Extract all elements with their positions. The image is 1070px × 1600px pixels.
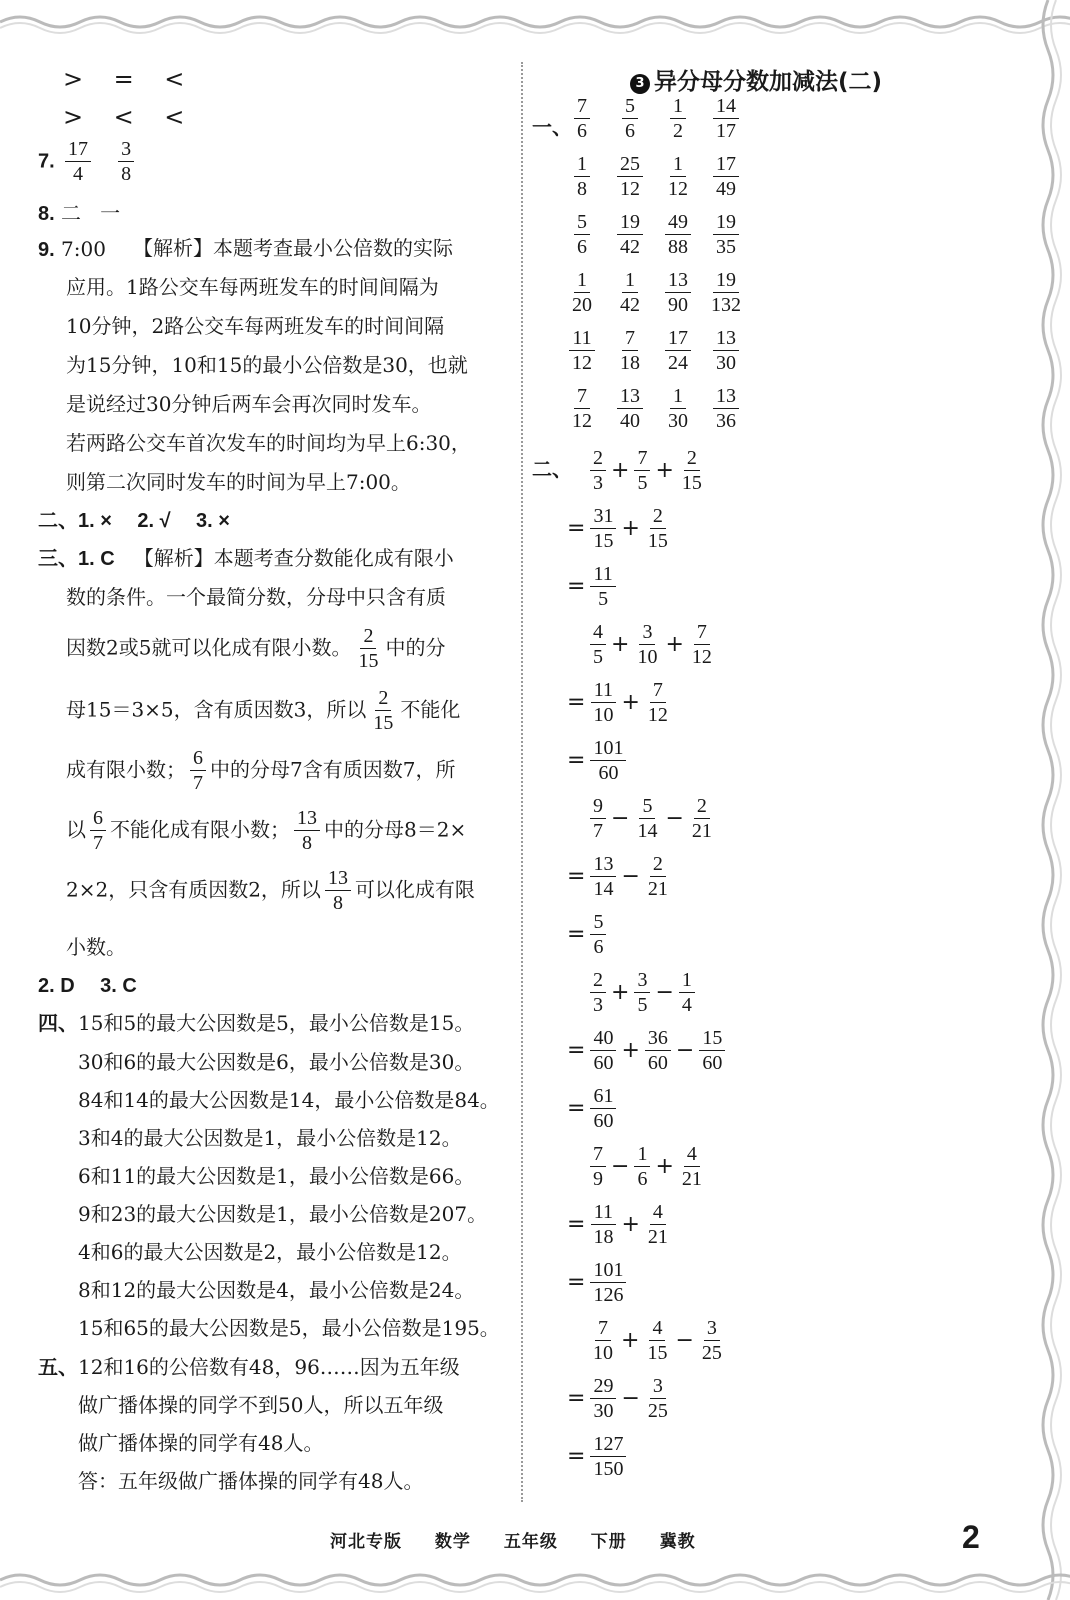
fraction: $\frac{13}{30}$ — [704, 327, 748, 375]
compare-symbol: > — [63, 103, 84, 131]
section-4-line-4: 3和4的最大公因数是1，最小公倍数是12。 — [78, 1126, 462, 1150]
equals-sign: = — [567, 921, 586, 947]
sec3-explain-8: 小数。 — [66, 935, 126, 959]
fraction: $\frac{6}{7}$ — [90, 807, 106, 855]
compare-symbol: < — [113, 103, 134, 131]
fraction: $\frac{1}{4}$ — [679, 969, 695, 1017]
fraction: $\frac{11}{5}$ — [590, 563, 615, 611]
fraction: $\frac{7}{12}$ — [572, 385, 592, 433]
section-3-q23 — [38, 975, 137, 996]
fraction: $\frac{1}{20}$ — [572, 269, 592, 317]
fraction: $\frac{25}{12}$ — [608, 153, 652, 201]
calc-step — [566, 679, 675, 727]
fraction: $\frac{2}{15}$ — [681, 447, 702, 495]
calc-step — [566, 911, 610, 959]
q9-explain-1: 【解析】本题考查最小公倍数的实际 — [133, 236, 453, 260]
answer-item: 2. D — [38, 975, 75, 997]
operator: − — [611, 805, 630, 831]
compare-row-2 — [63, 105, 184, 129]
equals-sign: = — [567, 515, 586, 541]
calc-step — [586, 969, 699, 1017]
calc-step — [566, 1201, 675, 1249]
grid-row — [558, 385, 750, 433]
fraction: $\frac{4}{21}$ — [647, 1201, 668, 1249]
operator: + — [611, 979, 630, 1005]
q9-explain-7: 则第二次同时发车的时间为早上7:00。 — [66, 470, 411, 494]
equals-sign: = — [567, 573, 586, 599]
operator: − — [665, 805, 684, 831]
q9-explain-2: 应用。1路公交车每两班发车的时间间隔为 — [66, 275, 439, 299]
grid-row — [558, 211, 750, 259]
equals-sign: = — [567, 747, 586, 773]
column-divider — [521, 62, 523, 1502]
operator: − — [675, 1327, 694, 1353]
fraction: $\frac{1}{42}$ — [620, 269, 640, 317]
page-number: 2 — [962, 1519, 980, 1555]
fraction: $\frac{5}{14}$ — [637, 795, 658, 843]
fraction: $\frac{31}{15}$ — [590, 505, 616, 553]
fraction: $\frac{5}{6}$ — [590, 911, 606, 959]
section-4-line-3: 84和14的最大公因数是14，最小公倍数是84。 — [78, 1088, 500, 1112]
fraction: $\frac{7}{9}$ — [590, 1143, 606, 1191]
fraction: $\frac{11}{10}$ — [590, 679, 616, 727]
compare-symbol: < — [164, 103, 185, 131]
fraction: $\frac{2}{15}$ — [647, 505, 668, 553]
calc-step — [566, 737, 630, 785]
fraction: $\frac{101}{126}$ — [590, 1259, 626, 1307]
fraction: $\frac{15}{60}$ — [699, 1027, 725, 1075]
right-border-decoration — [1010, 0, 1070, 1600]
q9-explain-6: 若两路公交车首次发车的时间均为早上6:30， — [66, 431, 471, 455]
section-4-line-1: 四、15和5的最大公因数是5，最小公倍数是15。 — [38, 1011, 475, 1035]
fraction: $\frac{7}{12}$ — [647, 679, 668, 727]
fraction: $\frac{2}{15}$ — [373, 687, 394, 735]
fraction: $\frac{4}{5}$ — [590, 621, 606, 669]
answer-text: 二 一 — [61, 201, 121, 225]
fraction: $\frac{7}{12}$ — [691, 621, 712, 669]
fraction: $\frac{3}{25}$ — [701, 1317, 722, 1365]
equals-sign: = — [567, 1211, 586, 1237]
fraction: $\frac{2}{21}$ — [691, 795, 712, 843]
fraction: $\frac{17}{24}$ — [656, 327, 700, 375]
section-4-line-9: 15和65的最大公因数是5，最小公倍数是195。 — [78, 1316, 500, 1340]
answer-item: 2. √ — [137, 510, 171, 532]
fraction: $\frac{7}{18}$ — [620, 327, 640, 375]
operator: + — [621, 1037, 640, 1063]
fraction: $\frac{1}{8}$ — [560, 153, 604, 201]
grid-row — [558, 327, 750, 375]
question-7 — [38, 138, 138, 186]
section-4-line-7: 4和6的最大公因数是2，最小公倍数是12。 — [78, 1240, 462, 1264]
fraction: $\frac{3}{5}$ — [634, 969, 650, 1017]
equals-sign: = — [567, 863, 586, 889]
fraction: $\frac{49}{88}$ — [656, 211, 700, 259]
fraction: $\frac{6}{7}$ — [190, 747, 206, 795]
footer-info — [330, 1527, 722, 1552]
fraction: $\frac{17}{4}$ — [65, 138, 91, 186]
fraction: $\frac{3}{25}$ — [647, 1375, 668, 1423]
section-5-line-1: 五、12和16的公倍数有48，96……因为五年级 — [38, 1355, 460, 1379]
calc-step — [566, 505, 675, 553]
operator: − — [621, 863, 640, 889]
section-label: 五、 — [38, 1357, 78, 1379]
fraction: $\frac{1}{12}$ — [668, 153, 688, 201]
section-label: 四、 — [38, 1013, 78, 1035]
sec3-explain-7: 2×2，只含有质因数2，所以 $\frac{13}{8}$ 可以化成有限 — [66, 867, 475, 915]
section-label: 三、 — [38, 548, 78, 570]
calc-step — [586, 621, 719, 669]
explain-text: 【解析】本题考查分数能化成有限小 — [133, 546, 454, 570]
fraction: $\frac{11}{12}$ — [560, 327, 604, 375]
fraction: $\frac{4}{15}$ — [647, 1317, 668, 1365]
compare-row-1 — [63, 67, 184, 91]
q9-explain-3: 10分钟，2路公交车每两班发车的时间间隔 — [66, 314, 445, 338]
section-4-line-2: 30和6的最大公因数是6，最小公倍数是30。 — [78, 1050, 475, 1074]
equals-sign: = — [567, 1037, 586, 1063]
calc-step — [586, 1143, 709, 1191]
fraction: $\frac{17}{49}$ — [704, 153, 748, 201]
calc-step — [566, 563, 620, 611]
sec3-explain-5: 成有限小数； $\frac{6}{7}$ 中的分母7含有质因数7，所 — [66, 747, 456, 795]
operator: − — [621, 1385, 640, 1411]
calc-step — [586, 795, 719, 843]
fraction: $\frac{61}{60}$ — [590, 1085, 616, 1133]
compare-symbol: > — [63, 65, 84, 93]
fraction: $\frac{13}{36}$ — [704, 385, 748, 433]
compare-symbol: < — [164, 65, 185, 93]
fraction: $\frac{36}{60}$ — [645, 1027, 671, 1075]
footer-grade: 五年级 — [503, 1532, 558, 1552]
section-4-line-6: 9和23的最大公因数是1，最小公倍数是207。 — [78, 1202, 488, 1226]
grid-row — [558, 95, 750, 143]
section-4-line-8: 8和12的最大公因数是4，最小公倍数是24。 — [78, 1278, 475, 1302]
fraction: $\frac{2}{15}$ — [358, 625, 379, 673]
answer-text: 7:00 — [61, 237, 106, 261]
question-9 — [38, 239, 119, 260]
operator: + — [621, 1211, 640, 1237]
section-1-label: 一、 — [532, 117, 572, 139]
operator: + — [655, 457, 674, 483]
fraction: $\frac{19}{35}$ — [704, 211, 748, 259]
fraction: $\frac{11}{18}$ — [590, 1201, 616, 1249]
compare-symbol: = — [113, 65, 134, 93]
section-5-line-4: 答：五年级做广播体操的同学有48人。 — [78, 1469, 424, 1493]
section-4-line-5: 6和11的最大公因数是1，最小公倍数是66。 — [78, 1164, 475, 1188]
footer-edition: 河北专版 — [330, 1532, 402, 1552]
fraction: $\frac{5}{6}$ — [560, 211, 604, 259]
section-2 — [38, 510, 230, 531]
calc-step — [566, 1085, 620, 1133]
question-number: 7. — [38, 150, 55, 173]
fraction: $\frac{4}{21}$ — [681, 1143, 702, 1191]
equals-sign: = — [567, 1269, 586, 1295]
equals-sign: = — [567, 689, 586, 715]
fraction: $\frac{1}{6}$ — [634, 1143, 650, 1191]
fraction: $\frac{1}{30}$ — [668, 385, 688, 433]
equals-sign: = — [567, 1095, 586, 1121]
fraction: $\frac{13}{8}$ — [325, 867, 351, 915]
fraction: $\frac{13}{8}$ — [294, 807, 320, 855]
operator: + — [621, 515, 640, 541]
operator: − — [675, 1037, 695, 1063]
q9-explain-4: 为15分钟，10和15的最小公倍数是30，也就 — [66, 353, 468, 377]
question-8 — [38, 203, 120, 224]
fraction: $\frac{5}{6}$ — [608, 95, 652, 143]
fraction: $\frac{7}{10}$ — [593, 1317, 613, 1365]
operator: + — [611, 631, 630, 657]
section-5-line-2: 做广播体操的同学不到50人，所以五年级 — [78, 1393, 444, 1417]
answer-item: 1. C — [78, 548, 115, 570]
title-text: 异分母分数加减法(二) — [654, 69, 883, 95]
calc-step — [566, 1027, 729, 1075]
fraction: $\frac{101}{60}$ — [590, 737, 626, 785]
answer-item: 3. C — [100, 975, 137, 997]
operator: − — [611, 1153, 630, 1179]
calc-step — [566, 1259, 630, 1307]
fraction: $\frac{2}{3}$ — [590, 447, 606, 495]
calc-step — [586, 447, 709, 495]
lesson-number-badge: 3 — [630, 74, 650, 94]
footer-subject: 数学 — [434, 1532, 471, 1552]
section-3-q1 — [38, 548, 454, 569]
calc-step — [566, 1375, 675, 1423]
fraction: $\frac{29}{30}$ — [590, 1375, 616, 1423]
operator: − — [655, 979, 674, 1005]
section-label: 二、 — [38, 510, 78, 532]
fraction: $\frac{19}{132}$ — [711, 269, 741, 317]
section-title — [630, 63, 882, 96]
operator: + — [655, 1153, 674, 1179]
section-2-label: 二、 — [532, 459, 572, 481]
calc-step — [566, 1433, 630, 1481]
operator: + — [621, 1327, 640, 1353]
sec3-explain-2: 数的条件。一个最简分数，分母中只含有质 — [66, 585, 446, 609]
fraction: $\frac{13}{90}$ — [656, 269, 700, 317]
equals-sign: = — [567, 1443, 586, 1469]
sec3-explain-4: 母15＝3×5，含有质因数3，所以 $\frac{2}{15}$ 不能化 — [66, 687, 461, 735]
question-number: 9. — [38, 239, 55, 261]
sec3-explain-3: 因数2或5就可以化成有限小数。 $\frac{2}{15}$ 中的分 — [66, 625, 446, 673]
answer-item: 1. × — [78, 510, 112, 532]
fraction: $\frac{7}{6}$ — [560, 95, 604, 143]
fraction: $\frac{1}{2}$ — [656, 95, 700, 143]
fraction: $\frac{19}{42}$ — [608, 211, 652, 259]
footer-publisher: 冀教 — [659, 1532, 696, 1552]
fraction: $\frac{2}{21}$ — [647, 853, 668, 901]
sec3-explain-6: 以 $\frac{6}{7}$ 不能化成有限小数； $\frac{13}{8}$ 中的分母8＝2× — [66, 807, 467, 855]
fraction: $\frac{14}{17}$ — [704, 95, 748, 143]
q9-explain-5: 是说经过30分钟后两车会再次同时发车。 — [66, 392, 432, 416]
footer-volume: 下册 — [590, 1532, 627, 1552]
fraction: $\frac{9}{7}$ — [590, 795, 606, 843]
section-5-line-3: 做广播体操的同学有48人。 — [78, 1431, 324, 1455]
question-number: 8. — [38, 203, 55, 225]
fraction: $\frac{13}{14}$ — [590, 853, 616, 901]
grid-row — [558, 269, 750, 317]
fraction: $\frac{3}{8}$ — [118, 138, 134, 186]
calc-step — [586, 1317, 729, 1365]
operator: + — [621, 689, 640, 715]
fraction: $\frac{127}{150}$ — [590, 1433, 626, 1481]
answer-item: 3. × — [196, 510, 230, 532]
fraction: $\frac{40}{60}$ — [590, 1027, 616, 1075]
fraction: $\frac{7}{5}$ — [634, 447, 650, 495]
calc-step — [566, 853, 675, 901]
fraction: $\frac{3}{10}$ — [637, 621, 658, 669]
top-border-decoration — [0, 0, 1070, 40]
equals-sign: = — [567, 1385, 586, 1411]
operator: + — [665, 631, 684, 657]
grid-row — [558, 153, 750, 201]
fraction: $\frac{2}{3}$ — [590, 969, 606, 1017]
fraction: $\frac{13}{40}$ — [608, 385, 652, 433]
operator: + — [611, 457, 630, 483]
